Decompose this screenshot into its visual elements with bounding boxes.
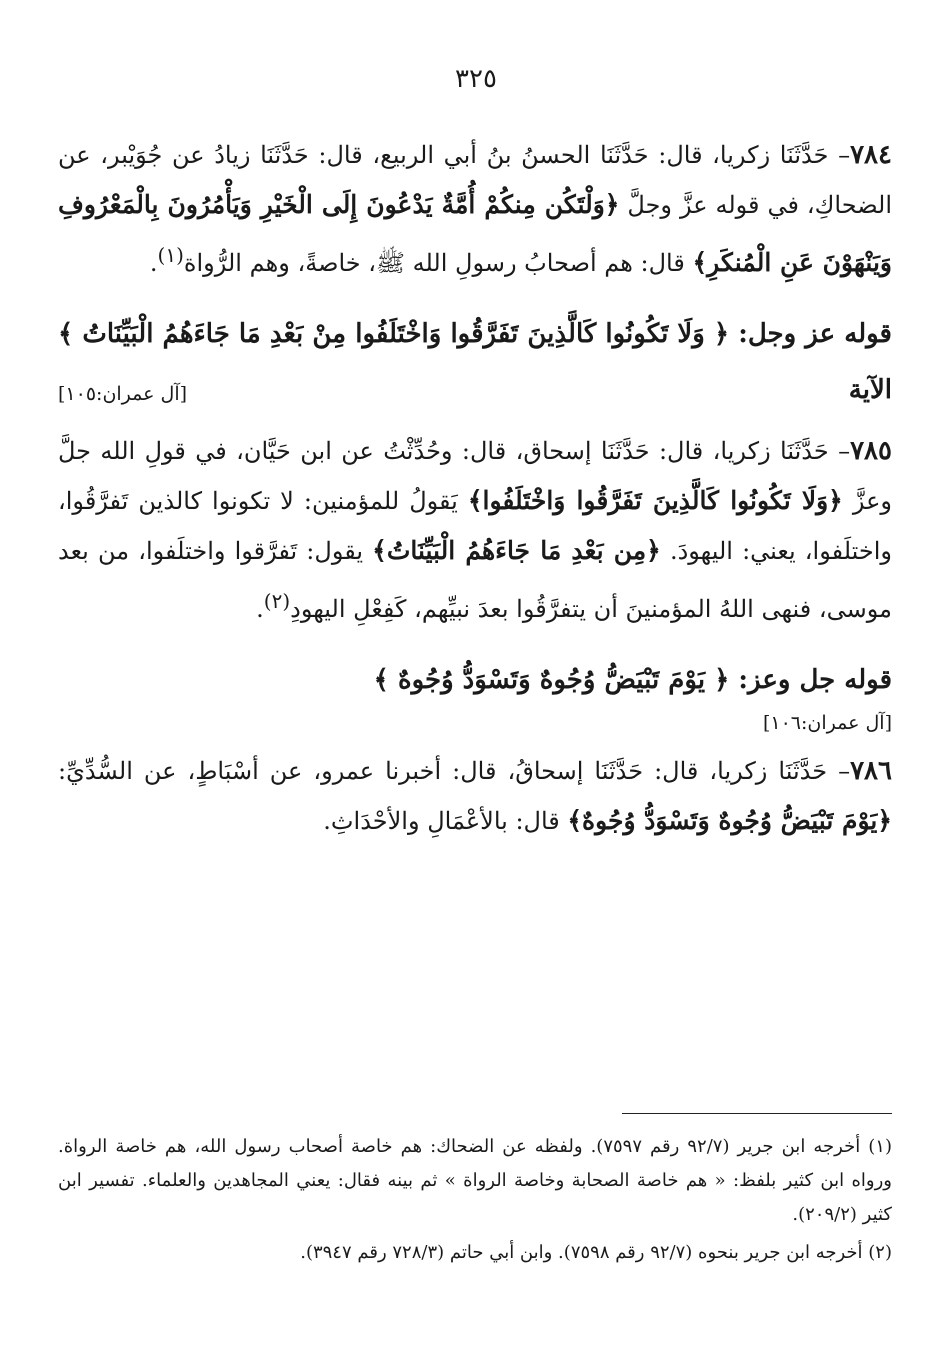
footnote-1: (١) أخرجه ابن جرير (٩٢/٧ رقم ٧٥٩٧). ولفظه عن الضحاك: هم خاصة أصحاب رسول الله، هم خاصة الرواة. ورواه ابن كثير بلفظ: « هم خاصة الصحابة وخاصة الرواة » ثم بينه فقال: يعني المجاهدين والعلماء. تفسير ابن كثير (٢٠٩/٢). xyxy=(58,1136,892,1225)
entry-text: يقول: تَفرَّقوا واختلَفوا، من بعد موسى، فنهى اللهُ المؤمنينَ أن يتفرَّقُوا بعدَ نبيِّهم، كَفِعْلِ اليهودِ xyxy=(58,537,892,623)
entry-text: – حَدَّثَنَا زكريا، قال: حَدَّثَنَا إسحاقُ، قال: أخبرنا عمرو، عن أسْبَاطٍ، عن السُّدِّيِّ: xyxy=(58,757,851,785)
entry-text: قال: هم أصحابُ رسولِ الله ﷺ، خاصةً، وهم الرُّواة xyxy=(183,249,693,277)
entry-text: يَقولُ للمؤمنين: لا تكونوا كالذين تَفرَّقُوا، واختلَفوا، يعني: اليهودَ. xyxy=(58,487,893,565)
quran-verse: ﴿مِن بَعْدِ مَا جَاءَهُمُ الْبَيِّنَاتُ﴾ xyxy=(372,536,661,565)
main-text xyxy=(58,130,892,864)
footnote-divider xyxy=(622,1113,892,1114)
verse-reference-line xyxy=(58,712,892,734)
entry-number: ٧٨٤ xyxy=(850,140,892,170)
footnote-mark: (٢) xyxy=(263,589,291,613)
quran-verse: ﴿وَلْتَكُن مِنكُمْ أُمَّةٌ يَدْعُونَ إِلَى الْخَيْرِ وَيَأْمُرُونَ بِالْمَعْرُوفِ وَيَنْهَوْنَ عَنِ الْمُنكَرِ﴾ xyxy=(58,190,892,277)
heading-text: قوله جل وعز: ﴿ يَوْمَ تَبْيَضُّ وُجُوهٌ وَتَسْوَدُّ وُجُوهٌ ﴾ xyxy=(373,665,892,695)
entry-end: . xyxy=(256,595,264,623)
section-heading xyxy=(58,306,892,418)
page-number: ٣٢٥ xyxy=(455,64,497,94)
entry-text: قال: بالأعْمَالِ والأحْدَاثِ. xyxy=(323,807,568,835)
entry-number: ٧٨٦ xyxy=(850,756,892,786)
footnote-2: (٢) أخرجه ابن جرير بنحوه (٩٢/٧ رقم ٧٥٩٨). وابن أبي حاتم (٧٢٨/٣ رقم ٣٩٤٧). xyxy=(300,1242,892,1263)
entry-784 xyxy=(58,130,892,288)
footnote-mark: (١) xyxy=(157,243,184,267)
footnotes xyxy=(58,1130,892,1274)
quran-verse: ﴿يَوْمَ تَبْيَضُّ وُجُوهٌ وَتَسْوَدُّ وُجُوهٌ﴾ xyxy=(567,806,892,835)
verse-reference: [آل عمران:١٠٥] xyxy=(58,383,188,405)
entry-end: . xyxy=(149,249,158,277)
entry-number: ٧٨٥ xyxy=(850,436,892,466)
section-heading xyxy=(58,652,892,708)
entry-text: – حَدَّثَنَا زكريا، قال: حَدَّثَنَا إسحاق، قال: وحُدِّثْتُ عن ابن حَيَّان، في قولِ الله جلَّ وعزَّ xyxy=(58,437,892,515)
entry-text: – حَدَّثَنَا زكريا، قال: حَدَّثَنَا الحسنُ بنُ أبي الربيع، قال: حَدَّثَنَا زيادُ عن جُوَيْبر، عن الضحاكِ، في قوله عزَّ وجلَّ xyxy=(58,141,892,219)
entry-786 xyxy=(58,746,892,846)
verse-reference: [آل عمران:١٠٦] xyxy=(762,712,892,734)
quran-verse: ﴿وَلَا تَكُونُوا كَالَّذِينَ تَفَرَّقُوا وَاخْتَلَفُوا﴾ xyxy=(467,486,843,515)
heading-text: قوله عز وجل: ﴿ وَلَا تَكُونُوا كَالَّذِينَ تَفَرَّقُوا وَاخْتَلَفُوا مِنْ بَعْدِ مَا جَاءَهُمُ الْبَيِّنَاتُ ﴾ الآية xyxy=(58,319,892,405)
entry-785 xyxy=(58,426,892,634)
